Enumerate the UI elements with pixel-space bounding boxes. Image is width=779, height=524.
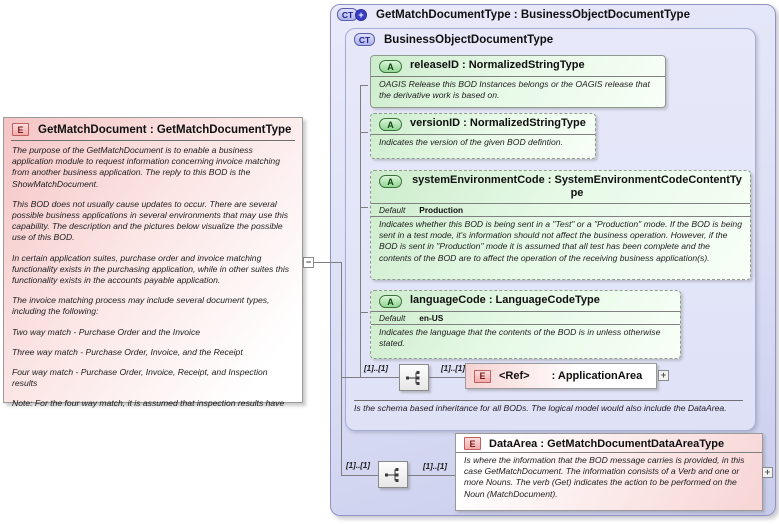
complextype-icon: CT	[354, 33, 375, 46]
attribute-description: OAGIS Release this BOD Instances belongs or the OAGIS release that the derivative work is based on.	[371, 76, 665, 103]
sequence-glyph	[404, 369, 424, 387]
dataarea-title: DataArea : GetMatchDocumentDataAreaType	[489, 437, 725, 450]
attribute-box-releaseid[interactable]	[370, 55, 666, 108]
businessobjectdocumenttype-header	[354, 33, 553, 46]
default-label: Default	[379, 313, 406, 323]
sequence-glyph	[383, 466, 403, 484]
getmatchdocumenttype-title: GetMatchDocumentType : BusinessObjectDocumentType	[376, 8, 690, 21]
attribute-icon: A	[379, 118, 402, 131]
complextype-icon: CT	[337, 8, 358, 21]
attribute-title: releaseID : NormalizedStringType	[410, 59, 585, 71]
attribute-title: languageCode : LanguageCodeType	[410, 294, 600, 306]
connector	[408, 475, 455, 476]
paragraph: Three way match - Purchase Order, Invoice, and the Receipt	[12, 346, 243, 357]
cardinality-label: [1]..[1]	[441, 364, 465, 373]
connector	[360, 85, 368, 86]
attribute-default-row	[371, 203, 750, 216]
element-icon: E	[474, 370, 491, 383]
attribute-description: Indicates the language that the contents of the BOD is in unless otherwise stated.	[371, 324, 680, 351]
expand-button[interactable]: +	[762, 467, 773, 478]
connector	[360, 85, 361, 377]
attribute-box-languagecode[interactable]	[370, 290, 681, 359]
connector	[360, 207, 368, 208]
businessobjectdocumenttype-title: BusinessObjectDocumentType	[384, 33, 554, 46]
basetype-footer-description: Is the schema based inheritance for all BODs. The logical model would also include the DataArea.	[354, 400, 743, 414]
applicationarea-name: <Ref>	[499, 370, 530, 382]
attribute-icon: A	[379, 60, 402, 73]
attribute-default-row	[371, 311, 680, 324]
paragraph: This BOD does not usually cause updates to occur. There are several possible business applications in several environments that may use this capability. The description and the pictures below visualize the possible use of this BOD.	[12, 198, 289, 243]
collapse-button[interactable]: −	[303, 257, 314, 268]
paragraph: Note: For the four way match, it is assumed that inspection results have	[12, 398, 285, 409]
applicationarea-type: : ApplicationArea	[551, 370, 643, 382]
attribute-box-versionid[interactable]	[370, 113, 596, 159]
getmatchdocument-element-box[interactable]	[3, 117, 303, 409]
connector	[360, 312, 368, 313]
attribute-icon: A	[379, 175, 402, 188]
attribute-description: Indicates the version of the given BOD defintion.	[371, 134, 595, 150]
element-icon: E	[464, 437, 481, 450]
element-icon: E	[12, 123, 29, 136]
dataarea-header	[456, 434, 762, 452]
default-value: Production	[419, 205, 464, 215]
attribute-description: Indicates whether this BOD is being sent in a "Test" or a "Production" mode. If the BOD is being sent in a test mode, it's information should not affect the business operation. However, if the BOD is sent in "Production" mode it is assumed that all test has been complete and the contents of the BOD are to affect the operation of the receiving business application(s).	[371, 216, 750, 266]
paragraph: The invoice matching process may include several document types, including the following:	[12, 295, 270, 317]
sequence-icon[interactable]	[399, 364, 429, 391]
cardinality-label: [1]..[1]	[346, 461, 370, 470]
complextype-derived-icon	[337, 8, 367, 21]
connector	[341, 475, 378, 476]
paragraph: In certain application suites, purchase order and invoice matching functionality exists in the purchasing application, while in other suites this functionality exists in the accounts payable application.	[12, 252, 290, 286]
attribute-title: versionID : NormalizedStringType	[410, 117, 586, 129]
attribute-box-systemenvironmentcode[interactable]	[370, 170, 751, 280]
connector	[429, 377, 465, 378]
getmatchdocument-title: GetMatchDocument : GetMatchDocumentType	[38, 123, 292, 136]
getmatchdocument-header	[4, 118, 302, 140]
dataarea-description: Is where the information that the BOD message carries is provided, in this case GetMatchDocument. The information consists of a Verb and one or more Nouns. The verb (Get) indicates the action to be performed on the Noun (MatchDocument).	[456, 452, 762, 502]
attribute-title: systemEnvironmentCode : SystemEnvironmentCodeContentType	[412, 174, 742, 199]
attribute-icon: A	[379, 295, 402, 308]
paragraph: The purpose of the GetMatchDocument is to enable a business application module to request information concerning invoice matching from another business application. The reply to this BOD is the ShowMatchDocument.	[12, 145, 280, 189]
default-label: Default	[379, 205, 406, 215]
default-value: en-US	[419, 313, 444, 323]
sequence-icon[interactable]	[378, 461, 408, 488]
derived-plus-icon: +	[355, 9, 367, 21]
paragraph: Two way match - Purchase Order and the Invoice	[12, 326, 201, 337]
cardinality-label: [1]..[1]	[364, 364, 388, 373]
connector	[360, 132, 368, 133]
applicationarea-element-box[interactable]	[465, 363, 657, 389]
connector	[341, 377, 399, 378]
cardinality-label: [1]..[1]	[423, 462, 447, 471]
connector	[314, 262, 341, 263]
dataarea-element-box[interactable]	[455, 433, 763, 511]
getmatchdocument-description	[4, 141, 302, 410]
getmatchdocumenttype-header	[337, 8, 690, 21]
expand-button[interactable]: +	[658, 370, 669, 381]
paragraph: Four way match - Purchase Order, Invoice, Receipt, and Inspection results	[12, 367, 268, 389]
connector	[341, 262, 342, 475]
